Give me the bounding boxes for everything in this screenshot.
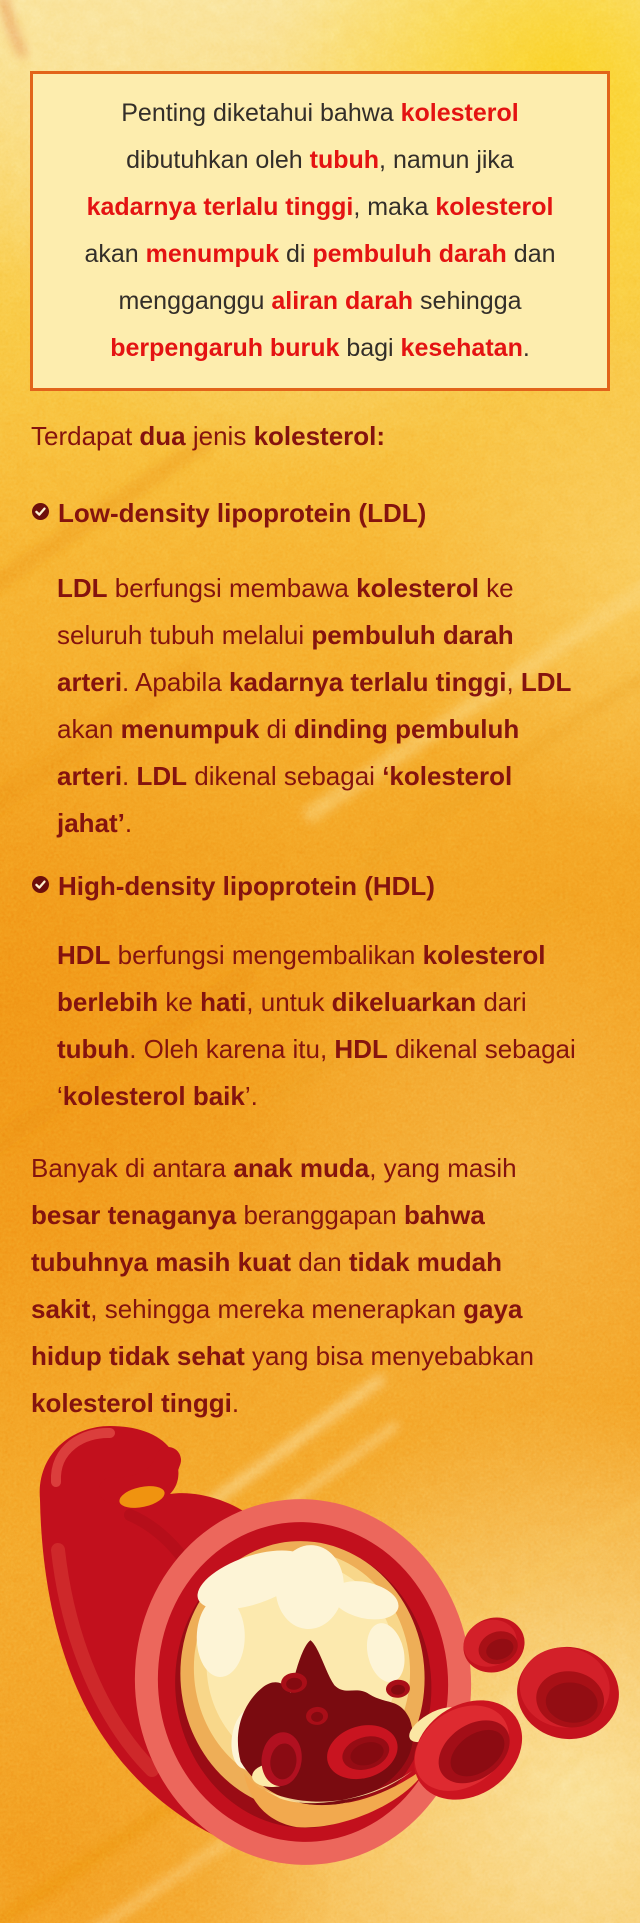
bullet-item-hdl: [32, 863, 435, 910]
check-circle-icon: [32, 503, 49, 520]
bullet-item-ldl: [32, 490, 426, 537]
ldl-paragraph: LDL berfungsi membawa kolesterol ke seluruh tubuh melalui pembuluh darah arteri. Apabila kadarnya terlalu tinggi, LDL akan menumpuk di dinding pembuluh arteri. LDL dikenal sebagai ‘kolesterol jahat’.: [57, 573, 572, 838]
check-circle-icon: [32, 876, 49, 893]
bullet-title-ldl: Low-density lipoprotein (LDL): [58, 498, 427, 528]
clogged-artery-illustration: [0, 1420, 640, 1923]
intro-text: Penting diketahui bahwa kolesterol dibutuhkan oleh tubuh, namun jika kadarnya terlalu tinggi, maka kolesterol akan menumpuk di pembuluh darah dan mengganggu aliran darah sehingga berpengaruh buruk bagi kesehatan.: [84, 99, 556, 362]
section-lead: Terdapat dua jenis kolesterol:: [31, 421, 386, 451]
closing-paragraph: Banyak di antara anak muda, yang masih besar tenaganya beranggapan bahwa tubuhnya masih kuat dan tidak mudah sakit, sehingga mereka menerapkan gaya hidup tidak sehat yang bisa menyebabkan kolesterol tinggi.: [31, 1153, 534, 1418]
intro-box: [30, 71, 610, 391]
red-blood-cell: [511, 1640, 625, 1745]
hdl-paragraph: HDL berfungsi mengembalikan kolesterol berlebih ke hati, untuk dikeluarkan dari tubuh. Oleh karena itu, HDL dikenal sebagai ‘kolesterol baik’.: [57, 940, 576, 1111]
bullet-title-hdl: High-density lipoprotein (HDL): [58, 871, 435, 901]
